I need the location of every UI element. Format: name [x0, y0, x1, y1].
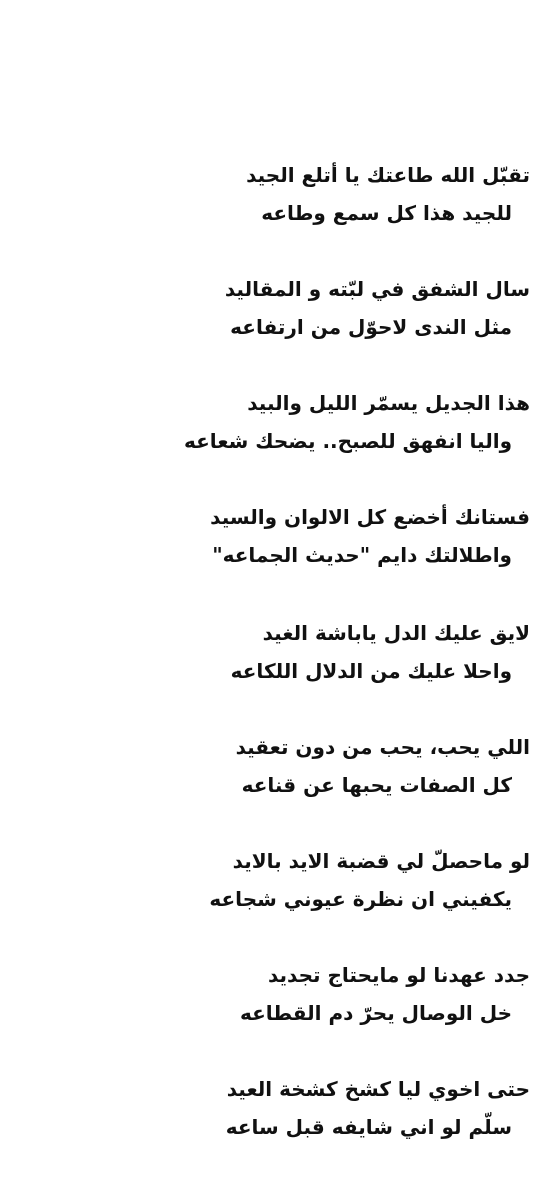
verse-line: حتى اخوي ليا كشخ كشخة العيد — [226, 1077, 530, 1101]
verse-line: واحلا عليك من الدلال اللكاعه — [230, 659, 512, 683]
stanza-7 — [0, 842, 530, 918]
stanza-4 — [0, 498, 530, 574]
verse-line: اللي يحب، يحب من دون تعقيد — [235, 735, 530, 759]
stanza-8 — [0, 956, 530, 1032]
verse-line: للجيد هذا كل سمع وطاعه — [261, 201, 512, 225]
stanza-3 — [0, 384, 530, 460]
verse-line: هذا الجديل يسمّر الليل والبيد — [247, 391, 530, 415]
verse-line: مثل الندى لاحوّل من ارتفاعه — [230, 315, 512, 339]
stanza-9 — [0, 1070, 530, 1146]
verse-line: فستانك أخضع كل الالوان والسيد — [210, 505, 530, 529]
verse-line: واطلالتك دايم "حديث الجماعه" — [212, 543, 512, 567]
verse-line: خل الوصال يحرّ دم القطاعه — [239, 1001, 512, 1025]
stanza-2 — [0, 270, 530, 346]
verse-line: واليا انفهق للصبح.. يضحك شعاعه — [184, 429, 512, 453]
verse-line: يكفيني ان نظرة عيوني شجاعه — [209, 887, 512, 911]
verse-line: جدد عهدنا لو مايحتاج تجديد — [267, 963, 530, 987]
stanza-6 — [0, 728, 530, 804]
stanza-5 — [0, 614, 530, 690]
verse-line: تقبّل الله طاعتك يا أتلع الجيد — [246, 163, 530, 187]
verse-line: سال الشفق في لبّته و المقاليد — [224, 277, 530, 301]
stanza-1 — [0, 156, 530, 232]
verse-line: كل الصفات يحبها عن قناعه — [241, 773, 512, 797]
verse-line: لو ماحصلّ لي قضبة الايد بالايد — [232, 849, 530, 873]
verse-line: سلّم لو اني شايفه قبل ساعه — [225, 1115, 512, 1139]
verse-line: لايق عليك الدل ياباشة الغيد — [262, 621, 530, 645]
